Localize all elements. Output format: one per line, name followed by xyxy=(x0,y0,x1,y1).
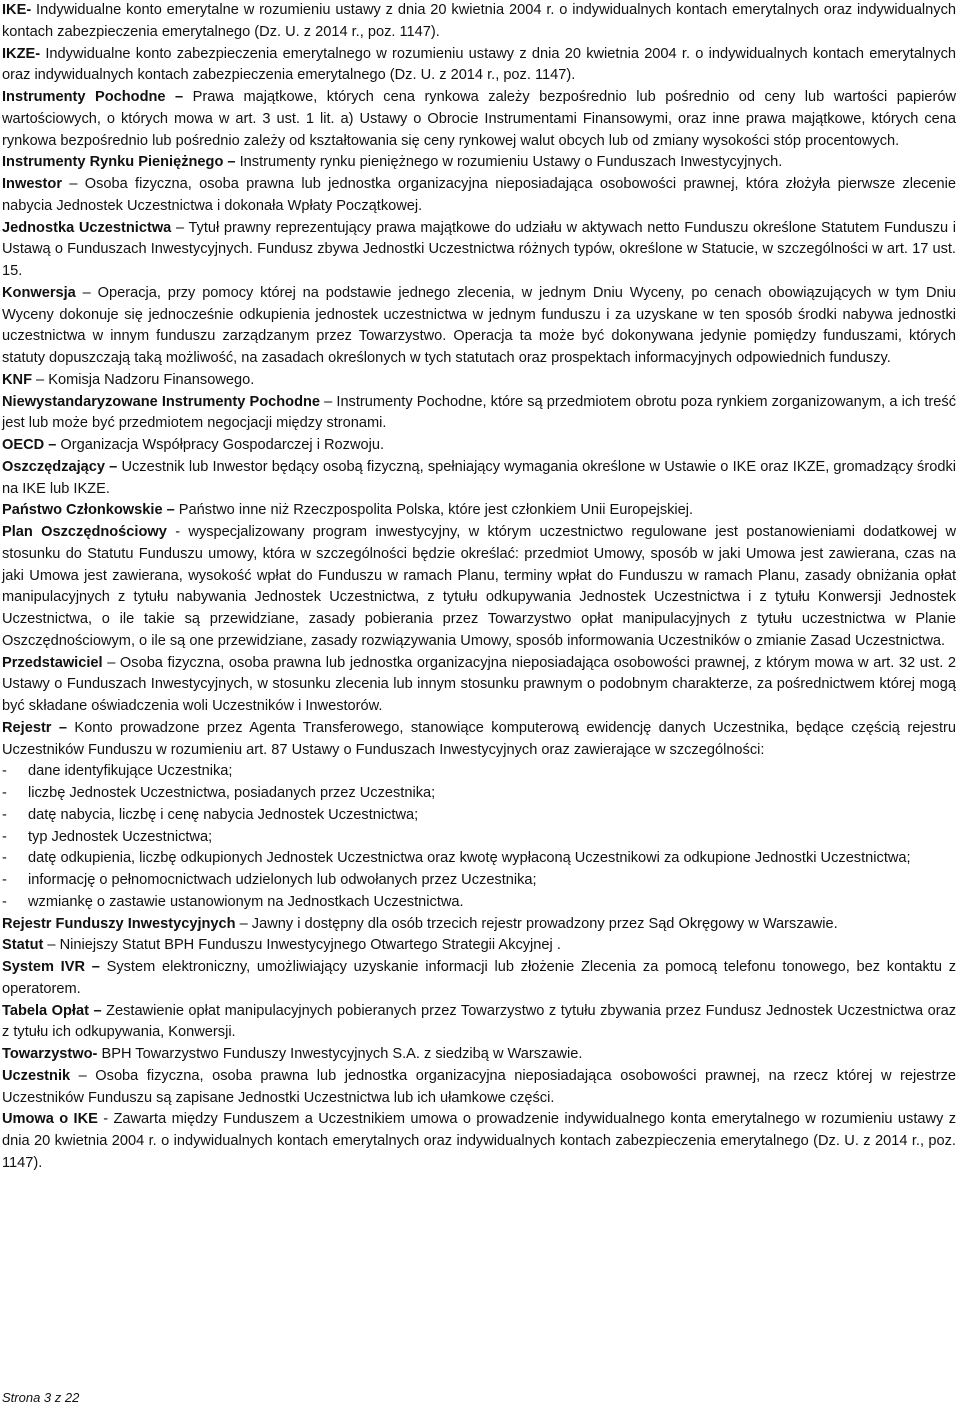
definition-term: Instrumenty Pochodne – xyxy=(2,89,184,105)
definition-oszczedzajacy xyxy=(2,457,956,501)
dash-bullet: - xyxy=(2,850,7,867)
definition-towarzystwo xyxy=(2,1044,956,1066)
list-item-text: datę odkupienia, liczbę odkupionych Jednostek Uczestnictwa oraz kwotę wypłaconą Uczestnikowi za odkupione Jednostki Uczestnictwa; xyxy=(28,850,911,867)
definition-text: Zestawienie opłat manipulacyjnych pobieranych przez Towarzystwo z tytułu zbywania przez Fundusz Jednostek Uczestnictwa oraz z tytułu ich odkupywania, Konwersji. xyxy=(2,1002,956,1041)
dash-bullet: - xyxy=(2,872,7,888)
definition-text: BPH Towarzystwo Funduszy Inwestycyjnych S.A. z siedzibą w Warszawie. xyxy=(97,1046,583,1062)
definition-term: Plan Oszczędnościowy xyxy=(2,524,167,540)
definition-term: Rejestr – xyxy=(2,719,68,736)
definition-term: Tabela Opłat – xyxy=(2,1002,102,1019)
list-item xyxy=(2,761,956,783)
definition-term: OECD – xyxy=(2,437,57,453)
dash-bullet: - xyxy=(2,763,7,780)
definition-plan-oszczednosciowy xyxy=(2,522,956,653)
rejestr-list xyxy=(2,761,956,913)
page-number-footer: Strona 3 z 22 xyxy=(2,1390,80,1405)
definition-text: – Jawny i dostępny dla osób trzecich rejestr prowadzony przez Sąd Okręgowy w Warszawie. xyxy=(235,915,838,932)
list-item-text: informację o pełnomocnictwach udzielonych lub odwołanych przez Uczestnika; xyxy=(28,872,537,888)
definition-umowa-o-ike xyxy=(2,1109,956,1174)
definition-konwersja xyxy=(2,283,956,370)
definition-term: Umowa o IKE xyxy=(2,1111,98,1128)
definition-text: Instrumenty rynku pieniężnego w rozumieniu Ustawy o Funduszach Inwestycyjnych. xyxy=(235,154,783,171)
definition-text: – Osoba fizyczna, osoba prawna lub jednostka organizacyjna nieposiadająca osobowości prawnej, z którym mowa w art. 32 ust. 2 Ustawy o Funduszach Inwestycyjnych, w stosunku zlecenia lub innym stosunku prawnym o podobnym charakterze, za pośrednictwem której mogą być składane oświadczenia woli Uczestników i Inwestorów. xyxy=(2,654,956,714)
dash-bullet: - xyxy=(2,785,7,801)
list-item xyxy=(2,783,956,805)
definition-ike xyxy=(2,0,956,44)
definition-term: Towarzystwo- xyxy=(2,1046,98,1062)
definition-term: Jednostka Uczestnictwa xyxy=(2,219,172,236)
definition-term: System IVR – xyxy=(2,959,100,975)
definition-statut xyxy=(2,935,956,957)
definition-text: – Tytuł prawny reprezentujący prawa majątkowe do udziału w aktywach netto Funduszu określone Statutem Funduszu i Ustawą o Funduszach Inwestycyjnych. Fundusz zbywa Jednostki Uczestnictwa różnych typów, określone w Statucie, w szczególności w art. 17 ust. 15. xyxy=(2,219,956,279)
definition-term: IKZE- xyxy=(2,45,41,62)
definition-term: Oszczędzający – xyxy=(2,458,118,475)
document-page xyxy=(2,0,956,1175)
definition-system-ivr xyxy=(2,957,956,1001)
definition-term: Konwersja xyxy=(2,284,76,301)
list-item xyxy=(2,848,956,870)
definition-term: Niewystandaryzowane Instrumenty Pochodne xyxy=(2,393,321,410)
list-item-text: datę nabycia, liczbę i cenę nabycia Jednostek Uczestnictwa; xyxy=(28,806,419,823)
definition-term: Instrumenty Rynku Pieniężnego – xyxy=(2,154,236,171)
definition-inwestor xyxy=(2,174,956,218)
list-item-text: dane identyfikujące Uczestnika; xyxy=(28,763,233,780)
dash-bullet: - xyxy=(2,806,7,823)
definition-ikze xyxy=(2,44,956,88)
definition-oecd xyxy=(2,435,956,457)
definition-instrumenty-rynku-pienieznego xyxy=(2,152,956,174)
definition-term: KNF xyxy=(2,371,32,388)
list-item xyxy=(2,827,956,849)
definitions-top xyxy=(2,0,956,761)
definition-text: - wyspecjalizowany program inwestycyjny, w którym uczestnictwo regulowane jest postanowieniami dodatkowej w stosunku do Statutu Funduszu umowy, która w szczególności będzie określać: przedmiot Umowy, sposób w jaki Umowa jest zawierana, czas na jaki Umowa jest zawierana, wysokość wpłat do Funduszu w ramach Planu, terminy wpłat do Funduszu w ramach Planu, zasady obniżania opłat manipulacyjnych z tytułu nabywania Jednostek Uczestnictwa, z tytułu odkupywania Jednostek Uczestnictwa i z tytułu Konwersji Jednostek Uczestnictwa, o ile takie są przewidziane, zasady pobierania przez Towarzystwo opłat manipulacyjnych z tytułu uczestnictwa w Planie Oszczędnościowym, o ile są one przewidziane, zasady rozwiązywania Umowy, sposób informowania Uczestników o zmianie Zasad Uczestnictwa. xyxy=(2,524,956,649)
dash-bullet: - xyxy=(2,828,7,845)
definition-text: – Operacja, przy pomocy której na podstawie jednego zlecenia, w jednym Dniu Wyceny, po cenach obowiązujących w tym Dniu Wyceny dokonuje się jednocześnie odkupienia jednostek uczestnictwa w jednym funduszu i za uzyskane w ten sposób środki nabywa jednostki uczestnictwa w innym funduszu zarządzanym przez Towarzystwo. Operacja ta może być dokonywana jedynie pomiędzy funduszami, których statuty dopuszczają taką możliwość, na zasadach określonych w tych statutach oraz prospektach informacyjnych odpowiednich funduszy. xyxy=(2,284,956,366)
list-item-text: wzmiankę o zastawie ustanowionym na Jednostkach Uczestnictwa. xyxy=(28,893,464,910)
list-item xyxy=(2,805,956,827)
definition-uczestnik xyxy=(2,1066,956,1110)
definition-text: – Osoba fizyczna, osoba prawna lub jednostka organizacyjna nieposiadająca osobowości prawnej, na rzecz której w rejestrze Uczestników Funduszu są zapisane Jednostki Uczestnictwa lub ich ułamkowe części. xyxy=(2,1067,956,1106)
definition-term: Statut xyxy=(2,937,44,954)
definition-text: Konto prowadzone przez Agenta Transferowego, stanowiące komputerową ewidencję danych Uczestnika, będące częścią rejestru Uczestników Funduszu w rozumieniu art. 87 Ustawy o Funduszach Inwestycyjnych oraz zawierające w szczególności: xyxy=(2,719,956,758)
definitions-bottom xyxy=(2,914,956,1175)
definition-jednostka-uczestnictwa xyxy=(2,218,956,283)
definition-text: Prawa majątkowe, których cena rynkowa zależy bezpośrednio lub pośrednio od ceny lub wartości papierów wartościowych, o których mowa w art. 3 ust. 1 lit. a) Ustawy o Obrocie Instrumentami Finansowymi, oraz inne prawa majątkowe, których cena rynkowa bezpośrednio lub pośrednio zależy od kształtowania się ceny rynkowej walut obcych lub od zmiany wysokości stóp procentowych. xyxy=(2,89,956,149)
definition-text: – Instrumenty Pochodne, które są przedmiotem obrotu poza rynkiem zorganizowanym, a ich treść jest lub może być przedmiotem negocjacji między stronami. xyxy=(2,393,956,432)
definition-text: Indywidualne konto zabezpieczenia emerytalnego w rozumieniu ustawy z dnia 20 kwietnia 2004 r. o indywidualnych kontach emerytalnych oraz indywidualnych kontach zabezpieczenia emerytalnego (Dz. U. z 2014 r., poz. 1147). xyxy=(2,45,956,84)
definition-text: Organizacja Współpracy Gospodarczej i Rozwoju. xyxy=(56,437,385,453)
definition-przedstawiciel xyxy=(2,653,956,718)
definition-term: IKE- xyxy=(2,2,32,18)
definition-rejestr-funduszy xyxy=(2,914,956,936)
definition-niewystandaryzowane xyxy=(2,392,956,436)
definition-text: – Niniejszy Statut BPH Funduszu Inwestycyjnego Otwartego Strategii Akcyjnej . xyxy=(43,937,561,954)
definition-term: Rejestr Funduszy Inwestycyjnych xyxy=(2,915,236,932)
list-item-text: typ Jednostek Uczestnictwa; xyxy=(28,828,213,845)
definition-term: Inwestor xyxy=(2,176,63,192)
definition-knf xyxy=(2,370,956,392)
definition-text: – Osoba fizyczna, osoba prawna lub jednostka organizacyjna nieposiadająca osobowości prawnej, która złożyła pierwsze zlecenie nabycia Jednostek Uczestnictwa i dokonała Wpłaty Początkowej. xyxy=(2,176,956,214)
list-item xyxy=(2,870,956,892)
definition-text: – Komisja Nadzoru Finansowego. xyxy=(32,371,255,388)
definition-term: Przedstawiciel xyxy=(2,654,103,671)
dash-bullet: - xyxy=(2,893,7,910)
definition-text: Uczestnik lub Inwestor będący osobą fizyczną, spełniający wymagania określone w Ustawie o IKE oraz IKZE, gromadzący środki na IKE lub IKZE. xyxy=(2,458,956,497)
definition-text: System elektroniczny, umożliwiający uzyskanie informacji lub złożenie Zlecenia za pomocą telefonu tonowego, bez kontaktu z operatorem. xyxy=(2,959,956,997)
list-item-text: liczbę Jednostek Uczestnictwa, posiadanych przez Uczestnika; xyxy=(28,785,436,801)
list-item xyxy=(2,892,956,914)
definition-text: Państwo inne niż Rzeczpospolita Polska, które jest członkiem Unii Europejskiej. xyxy=(174,502,694,519)
definition-text: Indywidualne konto emerytalne w rozumieniu ustawy z dnia 20 kwietnia 2004 r. o indywidualnych kontach emerytalnych oraz indywidualnych kontach zabezpieczenia emerytalnego (Dz. U. z 2014 r., poz. 1147). xyxy=(2,2,956,40)
definition-instrumenty-pochodne xyxy=(2,87,956,152)
definition-text: - Zawarta między Funduszem a Uczestnikiem umowa o prowadzenie indywidualnego konta emerytalnego w rozumieniu ustawy z dnia 20 kwietnia 2004 r. o indywidualnych kontach emerytalnych oraz indywidualnych kontach zabezpieczenia emerytalnego (Dz. U. z 2014 r., poz. 1147). xyxy=(2,1111,957,1171)
definition-term: Państwo Członkowskie – xyxy=(2,502,175,519)
definition-tabela-oplat xyxy=(2,1001,956,1045)
definition-term: Uczestnik xyxy=(2,1067,71,1084)
definition-rejestr xyxy=(2,718,956,762)
definition-panstwo-czlonkowskie xyxy=(2,500,956,522)
